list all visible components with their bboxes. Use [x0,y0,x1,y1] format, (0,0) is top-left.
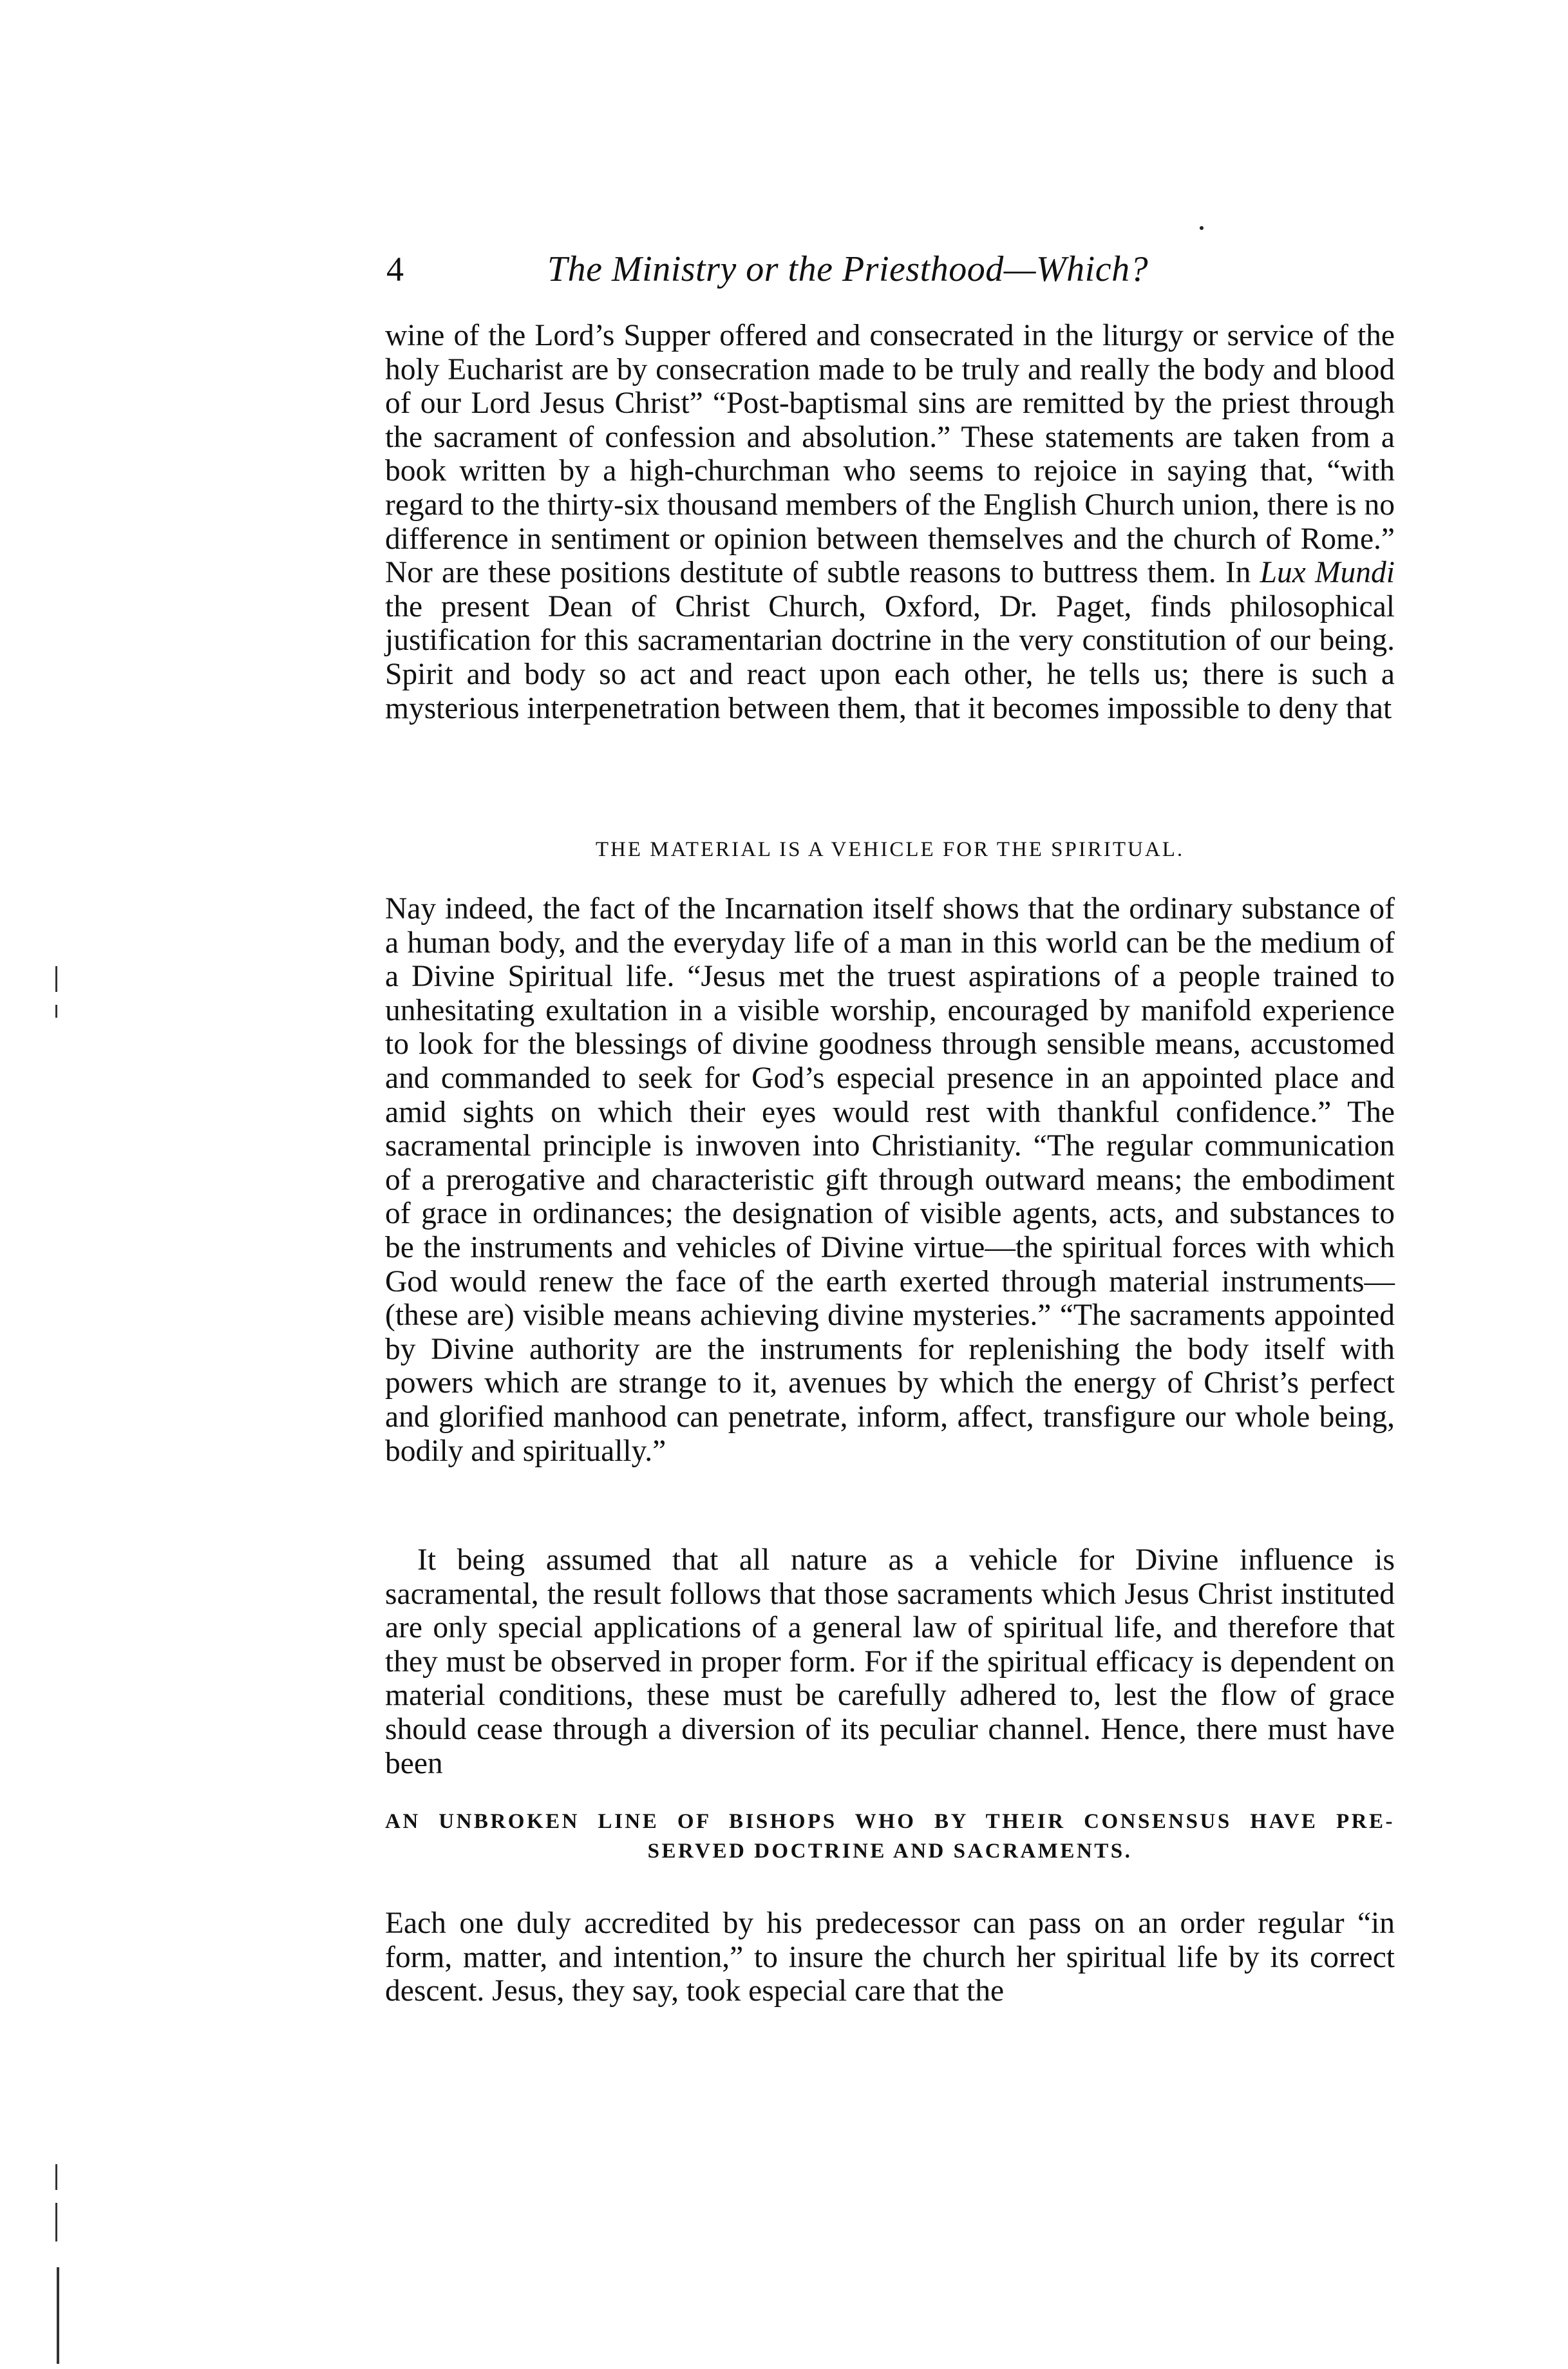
paragraph-3: It being assumed that all nature as a vehicle for Divine influence is sacramental, the result follows that those sacraments which Jesus Christ instituted are only special applications of a general law of spiritual life, and therefore that they must be observed in proper form. For if the spiritual efficacy is dependent on material conditions, these must be carefully adhered to, lest the flow of grace should cease through a diversion of its peculiar channel. Hence, there must have been [385,1543,1395,1780]
paragraph-1 [385,319,1395,725]
margin-mark [55,2164,57,2190]
page-number: 4 [386,250,404,289]
section-heading-line-2: SERVED DOCTRINE AND SACRAMENTS. [647,1840,1133,1863]
paragraph-1-text: wine of the Lord’s Supper offered and consecrated in the liturgy or service of the holy Eucharist are by consecration made to be truly and really the body and blood of our Lord Jesus Christ” “Post-baptismal sins are remitted by the priest through the sacrament of confession and absolution.” These statements are taken from a book written by a high-churchman who seems to rejoice in saying that, “with regard to the thirty-six thousand members of the English Church union, there is no difference in sentiment or opinion between themselves and the church of Rome.” Nor are these positions destitute of subtle reasons to buttress them. In Lux Mundi the present Dean of Christ Church, Oxford, Dr. Paget, finds philosophical justification for this sacramentarian doctrine in the very constitution of our being. Spirit and body so act and react upon each other, he tells us; there is such a mysterious interpenetration between them, that it becomes impossible to deny that [385,319,1395,725]
margin-mark [55,966,57,992]
margin-mark [57,2267,59,2364]
section-heading-line-1: AN UNBROKEN LINE OF BISHOPS WHO BY THEIR CONSENSUS HAVE PRE- [385,1810,1395,1833]
running-title: The Ministry or the Priesthood—Which? [547,249,1149,289]
italic-title-lux-mundi: Lux Mundi [1260,556,1395,590]
margin-mark [55,2203,57,2241]
margin-mark [55,1005,57,1018]
printer-dot [1200,226,1204,230]
section-heading-material-vehicle: THE MATERIAL IS A VEHICLE FOR THE SPIRITUAL. [595,838,1185,861]
paragraph-4: Each one duly accredited by his predecessor can pass on an order regular “in form, matter, and intention,” to insure the church her spiritual life by its correct descent. Jesus, they say, took especial care that the [385,1907,1395,2008]
running-head [386,243,1391,295]
section-heading-unbroken-line [385,1807,1395,1866]
paragraph-2: Nay indeed, the fact of the Incarnation itself shows that the ordinary substance of a human body, and the everyday life of a man in this world can be the medium of a Divine Spiritual life. “Jesus met the truest aspirations of a people trained to unhesitating exultation in a visible worship, encouraged by manifold experience to look for the blessings of divine goodness through sensible means, accustomed and commanded to seek for God’s especial presence in an appointed place and amid sights on which their eyes would rest with thankful confidence.” The sacramental principle is inwoven into Christianity. “The regular communication of a prerogative and characteristic gift through outward means; the embodiment of grace in ordinances; the designation of visible agents, acts, and substances to be the instruments and vehicles of Divine virtue—the spiritual forces with which God would renew the face of the earth exerted through material instruments—(these are) visible means achieving divine mysteries.” “The sacraments appointed by Divine authority are the instruments for replenishing the body itself with powers which are strange to it, avenues by which the energy of Christ’s perfect and glorified manhood can penetrate, inform, affect, transfigure our whole being, bodily and spiritually.” [385,892,1395,1468]
